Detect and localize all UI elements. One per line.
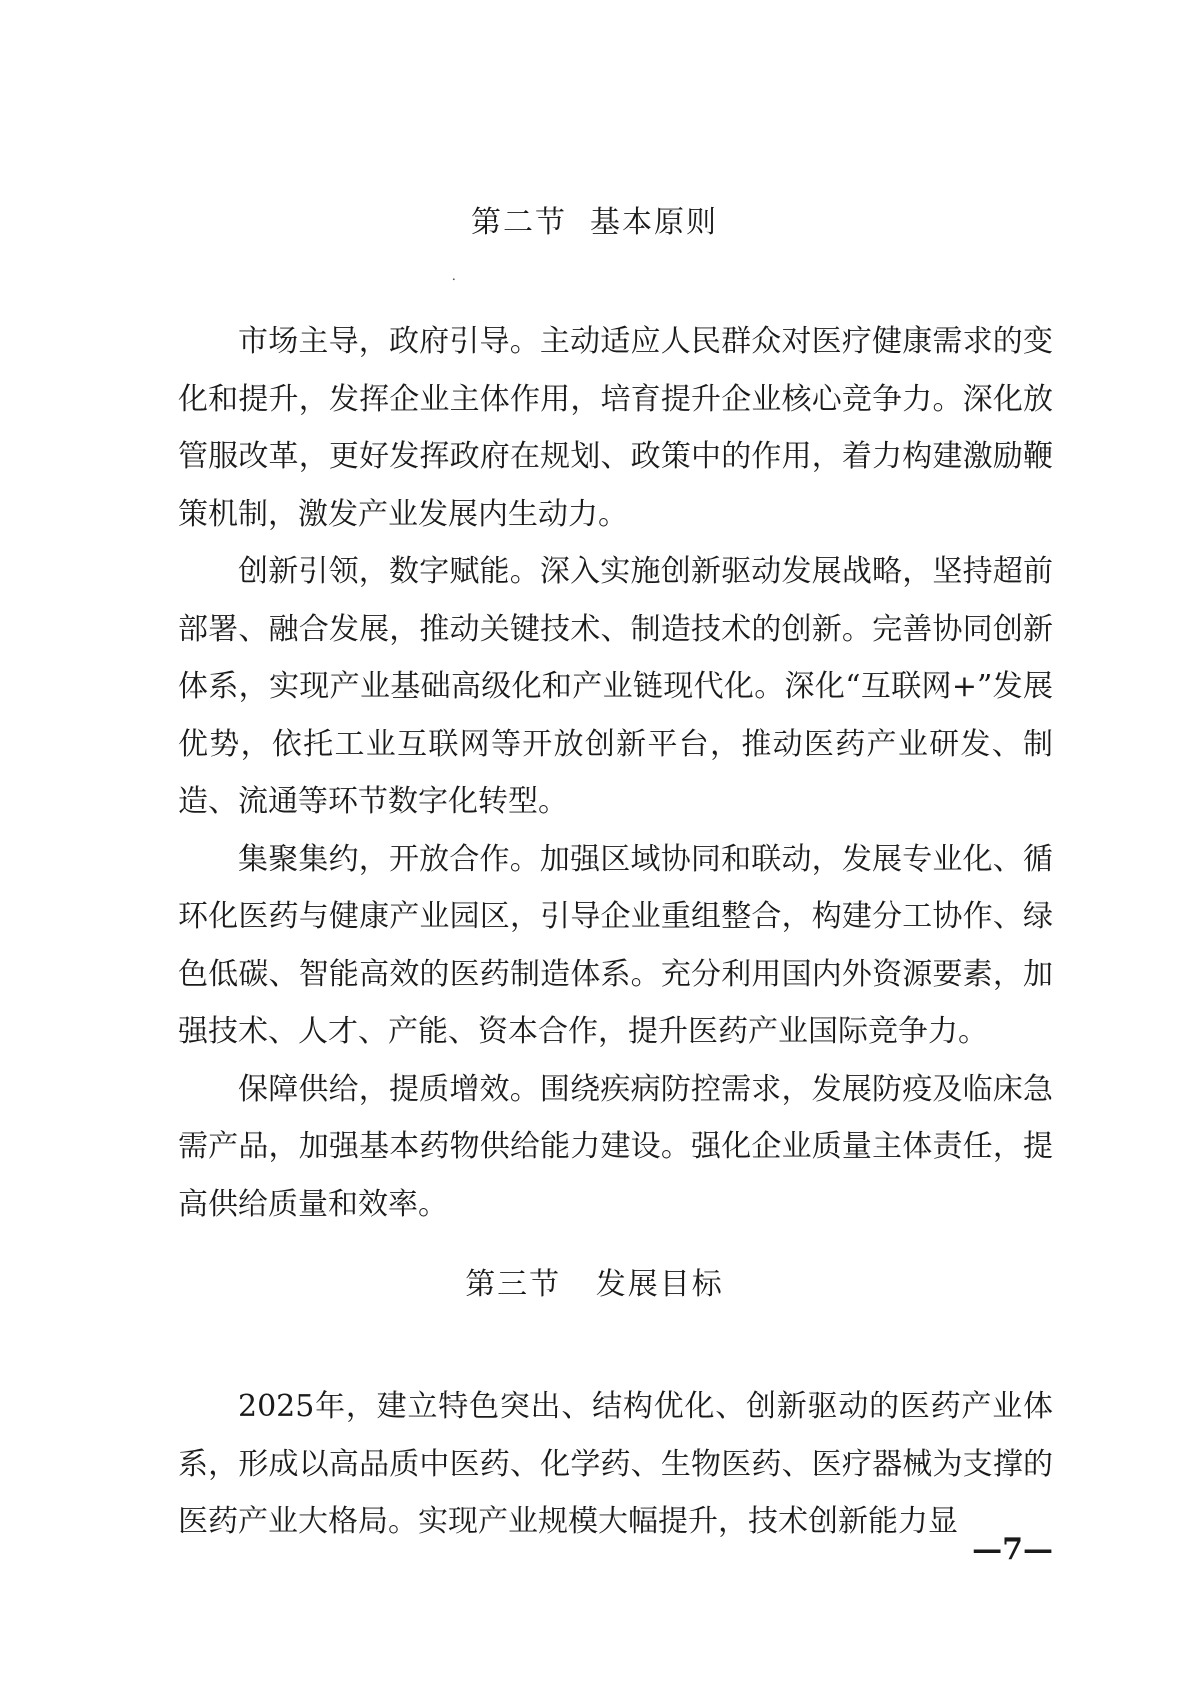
- section-heading-principles: 第二节 基本原则: [470, 205, 719, 240]
- paragraph-2025-goal: 2025年，建立特色突出、结构优化、创新驱动的医药产业体系，形成以高品质中医药、化学药、生物医药、医疗器械为支撑的医药产业大格局。实现产业规模大幅提升，技术创新能力显: [178, 1389, 1053, 1539]
- paragraph-market-led: 市场主导，政府引导。主动适应人民群众对医疗健康需求的变化和提升，发挥企业主体作用，培育提升企业核心竞争力。深化放管服改革，更好发挥政府在规划、政策中的作用，着力构建激励鞭策机制，激发产业发展内生动力。: [178, 324, 1053, 532]
- paragraph-cluster-cooperation: 集聚集约，开放合作。加强区域协同和联动，发展专业化、循环化医药与健康产业园区，引导企业重组整合，构建分工协作、绿色低碳、智能高效的医药制造体系。充分利用国内外资源要素，加强技术、人才、产能、资本合作，提升医药产业国际竞争力。: [178, 841, 1053, 1049]
- paragraph-supply-quality: 保障供给，提质增效。围绕疾病防控需求，发展防疫及临床急需产品，加强基本药物供给能力建设。强化企业质量主体责任，提高供给质量和效率。: [178, 1071, 1053, 1222]
- paragraph-innovation: 创新引领，数字赋能。深入实施创新驱动发展战略，坚持超前部署、融合发展，推动关键技术、制造技术的创新。完善协同创新体系，实现产业基础高级化和产业链现代化。深化“互联网+”发展优势，依托工业互联网等开放创新平台，推动医药产业研发、制造、流通等环节数字化转型。: [178, 554, 1053, 819]
- principles-body: [178, 313, 1053, 1233]
- page-number: —7—: [972, 1532, 1053, 1567]
- section-heading-goals: 第三节 发展目标: [465, 1267, 724, 1302]
- goals-body: [178, 1378, 1053, 1551]
- scan-artifact: ·: [447, 272, 461, 288]
